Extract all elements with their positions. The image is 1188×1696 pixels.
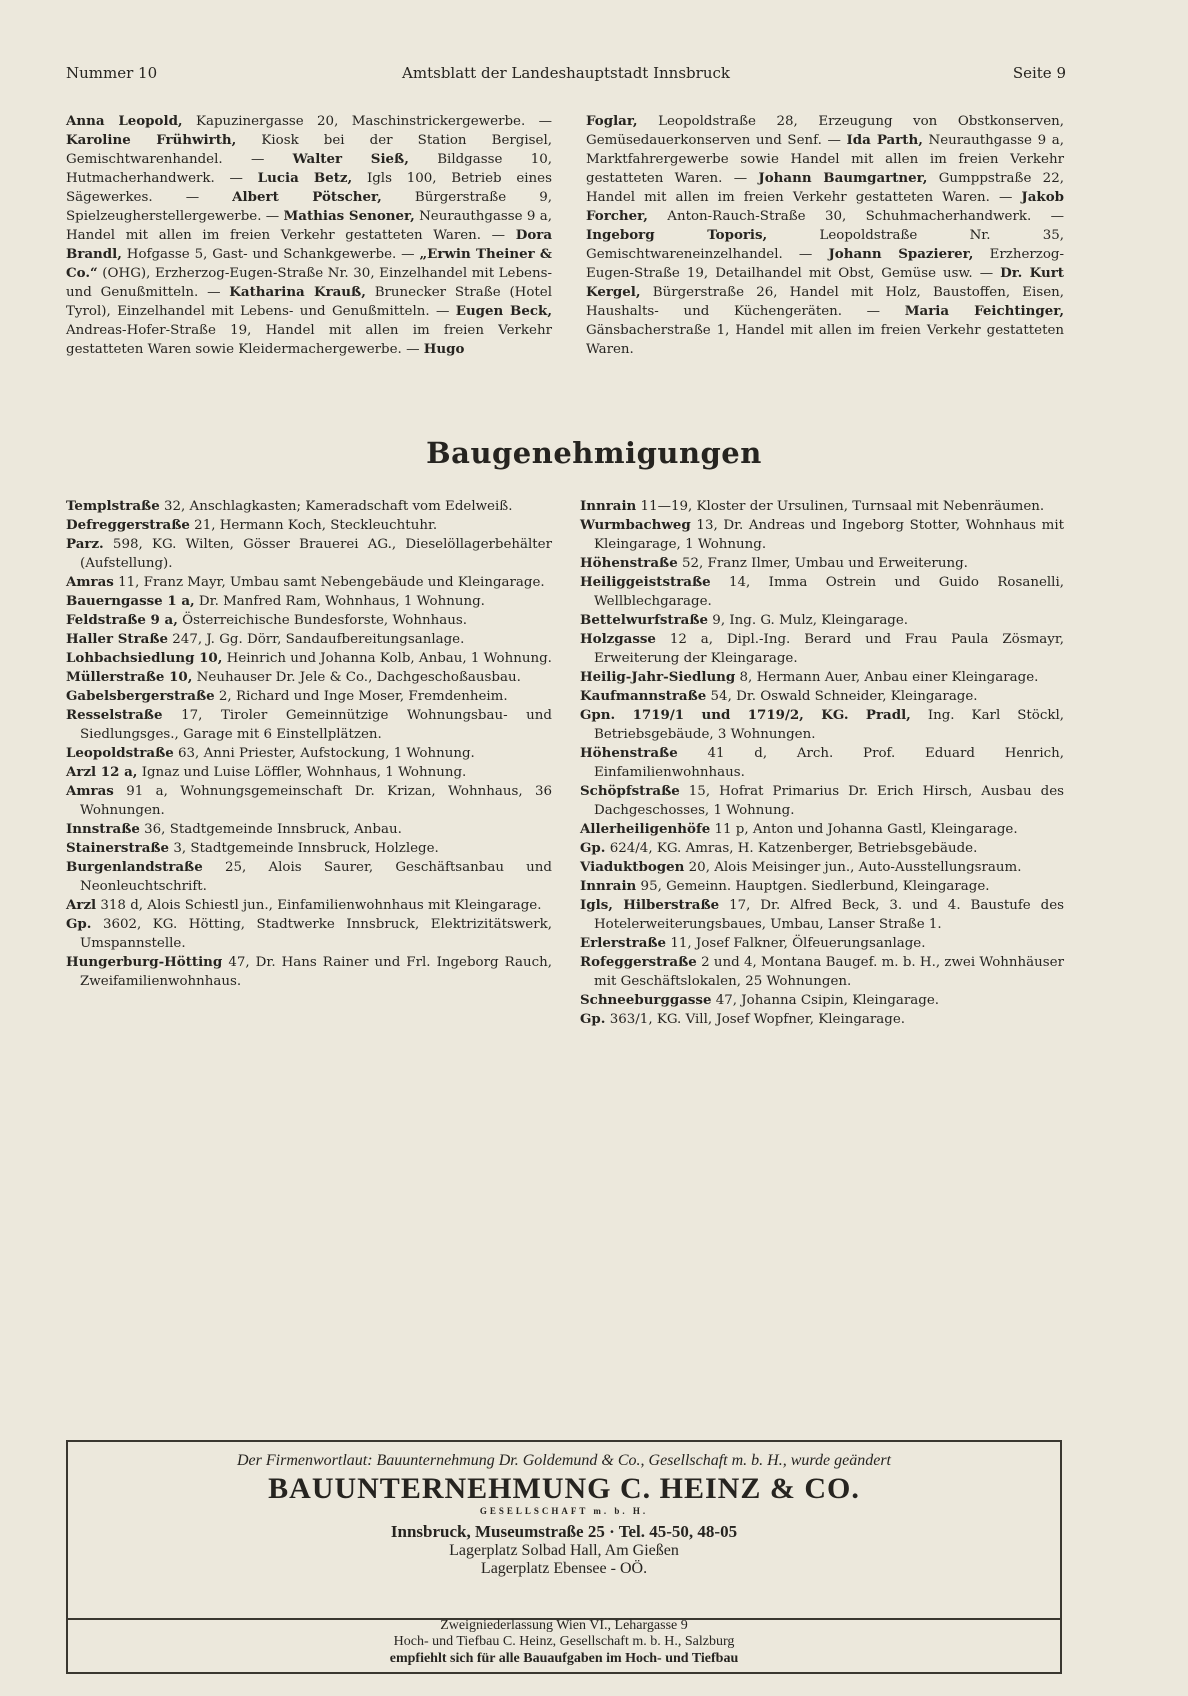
ad-line-3: Zweigniederlassung Wien VI., Lehargasse 9 bbox=[440, 1618, 688, 1633]
permit-location: Höhenstraße bbox=[580, 555, 678, 571]
permit-location: Feldstraße 9 a, bbox=[66, 612, 178, 628]
permit-location: Haller Straße bbox=[66, 631, 169, 647]
permit-location: Viaduktbogen bbox=[580, 859, 685, 875]
permit-location: Rofeggerstraße bbox=[580, 954, 697, 970]
permit-entry bbox=[580, 877, 1064, 896]
permit-entry bbox=[580, 516, 1064, 554]
permit-entry bbox=[580, 497, 1064, 516]
entry-text: Gumppstraße 22, Handel mit allen im freien Verkehr gestatteten Waren. — bbox=[586, 171, 1064, 205]
permit-details: 47, Johanna Csipin, Kleingarage. bbox=[711, 993, 940, 1008]
permit-entry bbox=[580, 953, 1064, 991]
permit-location: Heiliggeiststraße bbox=[580, 574, 711, 590]
permit-details: 318 d, Alois Schiestl jun., Einfamilienwohnhaus mit Kleingarage. bbox=[96, 898, 542, 913]
permit-entry bbox=[66, 497, 552, 516]
permit-location: Innstraße bbox=[66, 821, 140, 837]
permit-entry bbox=[66, 668, 552, 687]
ad-line-1: Lagerplatz Solbad Hall, Am Gießen bbox=[449, 1542, 679, 1559]
ad-notice: Der Firmenwortlaut: Bauunternehmung Dr. Goldemund & Co., Gesellschaft m. b. H., wurde geändert bbox=[236, 1452, 891, 1469]
permit-location: Innrain bbox=[580, 498, 637, 514]
issue-number: Nummer 10 bbox=[66, 64, 158, 82]
permit-location: Höhenstraße bbox=[580, 745, 678, 761]
permit-entry bbox=[580, 839, 1064, 858]
permit-location: Leopoldstraße bbox=[66, 745, 174, 761]
entry-text: Bürgerstraße 9, Spielzeugherstellergewerbe. — bbox=[66, 190, 552, 224]
permit-entry bbox=[580, 668, 1064, 687]
permit-details: 363/1, KG. Vill, Josef Wopfner, Kleingarage. bbox=[605, 1012, 906, 1027]
permit-details: 21, Hermann Koch, Steckleuchtuhr. bbox=[189, 518, 438, 533]
page-header bbox=[66, 64, 1066, 88]
entry-name: Karoline Frühwirth, bbox=[66, 132, 237, 148]
entry-name: Katharina Krauß, bbox=[229, 284, 366, 300]
permit-details: Heinrich und Johanna Kolb, Anbau, 1 Wohnung. bbox=[222, 651, 552, 666]
entry-name: Dora Brandl, bbox=[66, 227, 552, 262]
permit-location: Heilig-Jahr-Siedlung bbox=[580, 669, 736, 685]
permit-location: Arzl bbox=[66, 897, 97, 913]
permit-location: Bettelwurfstraße bbox=[580, 612, 709, 628]
permit-entry bbox=[66, 630, 552, 649]
permit-entry bbox=[66, 953, 552, 991]
permit-entry bbox=[66, 820, 552, 839]
permit-details: 17, Tiroler Gemeinnützige Wohnungsbau- und Siedlungsges., Garage mit 6 Einstellplätzen. bbox=[80, 708, 552, 742]
permit-entry bbox=[66, 649, 552, 668]
entry-name: Johann Baumgartner, bbox=[758, 170, 928, 186]
permit-location: Arzl 12 a, bbox=[66, 764, 138, 780]
permit-location: Igls, Hilberstraße bbox=[580, 897, 720, 913]
entry-text: (OHG), Erzherzog-Eugen-Straße Nr. 30, Einzelhandel mit Lebens- und Genußmitteln. — bbox=[66, 266, 552, 300]
paragraph bbox=[66, 112, 552, 359]
entry-name: Foglar, bbox=[586, 113, 638, 129]
permit-details: 598, KG. Wilten, Gösser Brauerei AG., Dieselöllagerbehälter (Aufstellung). bbox=[80, 537, 552, 571]
entry-text: Neurauthgasse 9 a, Marktfahrergewerbe sowie Handel mit allen im freien Verkehr gestatteten Waren. — bbox=[586, 133, 1064, 186]
permit-entry bbox=[580, 611, 1064, 630]
permit-location: Gp. bbox=[66, 916, 92, 932]
permit-entry bbox=[580, 554, 1064, 573]
paragraph bbox=[586, 112, 1064, 359]
section-title: Baugenehmigungen bbox=[426, 436, 762, 470]
building-permits-right-column bbox=[580, 497, 1064, 1029]
permit-details: 17, Dr. Alfred Beck, 3. und 4. Baustufe des Hotelerweiterungsbaues, Umbau, Lanser Straße 1. bbox=[594, 898, 1064, 932]
entry-text: Leopoldstraße Nr. 35, Gemischtwareneinzelhandel. — bbox=[586, 228, 1064, 262]
ad-line-4: Hoch- und Tiefbau C. Heinz, Gesellschaft m. b. H., Salzburg bbox=[393, 1634, 735, 1649]
permit-details: 3, Stadtgemeinde Innsbruck, Holzlege. bbox=[169, 841, 439, 856]
entry-name: Ingeborg Toporis, bbox=[586, 227, 768, 243]
permit-entry bbox=[66, 782, 552, 820]
permit-entry bbox=[66, 516, 552, 535]
entry-name: Johann Spazierer, bbox=[828, 246, 974, 262]
entry-text: Leopoldstraße 28, Erzeugung von Obstkonserven, Gemüsedauerkonserven und Senf. — bbox=[586, 114, 1064, 148]
permit-location: Gp. bbox=[580, 840, 606, 856]
permit-entry bbox=[580, 782, 1064, 820]
entry-name: Maria Feichtinger, bbox=[904, 303, 1064, 319]
trade-licenses-left-column bbox=[66, 112, 552, 359]
permit-details: 3602, KG. Hötting, Stadtwerke Innsbruck, Elektrizitätswerk, Umspannstelle. bbox=[80, 917, 552, 951]
permit-entry bbox=[580, 706, 1064, 744]
entry-text: Kiosk bei der Station Bergisel, Gemischtwarenhandel. — bbox=[66, 133, 552, 167]
permit-details: 63, Anni Priester, Aufstockung, 1 Wohnung. bbox=[173, 746, 475, 761]
permit-entry bbox=[66, 611, 552, 630]
permit-details: 52, Franz Ilmer, Umbau und Erweiterung. bbox=[677, 556, 968, 571]
entry-text: Andreas-Hofer-Straße 19, Handel mit allen im freien Verkehr gestatteten Waren sowie Kleidermachergewerbe. — bbox=[66, 323, 552, 357]
permit-entry bbox=[580, 858, 1064, 877]
permit-details: 13, Dr. Andreas und Ingeborg Stotter, Wohnhaus mit Kleingarage, 1 Wohnung. bbox=[594, 518, 1064, 552]
permit-location: Holzgasse bbox=[580, 631, 656, 647]
permit-location: Schöpfstraße bbox=[580, 783, 680, 799]
permit-location: Kaufmannstraße bbox=[580, 688, 707, 704]
permit-details: 11—19, Kloster der Ursulinen, Turnsaal mit Nebenräumen. bbox=[636, 499, 1045, 514]
entry-name: Anna Leopold, bbox=[66, 113, 183, 129]
entry-name: Dr. Kurt Kergel, bbox=[586, 265, 1064, 300]
permit-entry bbox=[66, 744, 552, 763]
permit-location: Innrain bbox=[580, 878, 637, 894]
entry-text: Gänsbacherstraße 1, Handel mit allen im freien Verkehr gestatteten Waren. bbox=[586, 323, 1064, 357]
permit-entry bbox=[66, 915, 552, 953]
permit-details: 47, Dr. Hans Rainer und Frl. Ingeborg Rauch, Zweifamilienwohnhaus. bbox=[80, 955, 552, 989]
ad-legal-form: GESELLSCHAFT m. b. H. bbox=[479, 1506, 649, 1516]
permit-location: Defreggerstraße bbox=[66, 517, 190, 533]
permit-location: Schneeburggasse bbox=[580, 992, 712, 1008]
permit-location: Gpn. 1719/1 und 1719/2, KG. Pradl, bbox=[580, 707, 911, 723]
ad-line-2: Lagerplatz Ebensee - OÖ. bbox=[480, 1560, 648, 1577]
permit-details: Neuhauser Dr. Jele & Co., Dachgeschoßausbau. bbox=[192, 670, 521, 685]
permit-details: 36, Stadtgemeinde Innsbruck, Anbau. bbox=[139, 822, 402, 837]
entry-name: „Erwin Theiner & Co.“ bbox=[66, 246, 553, 281]
ad-continued bbox=[66, 1618, 1062, 1674]
publication-title: Amtsblatt der Landeshauptstadt Innsbruck bbox=[402, 64, 730, 82]
permit-location: Amras bbox=[66, 574, 114, 590]
permit-location: Wurmbachweg bbox=[580, 517, 691, 533]
permit-details: Dr. Manfred Ram, Wohnhaus, 1 Wohnung. bbox=[194, 594, 485, 609]
permit-details: 9, Ing. G. Mulz, Kleingarage. bbox=[708, 613, 909, 628]
permit-location: Bauerngasse 1 a, bbox=[66, 593, 195, 609]
permit-details: 8, Hermann Auer, Anbau einer Kleingarage. bbox=[735, 670, 1039, 685]
permit-entry bbox=[580, 744, 1064, 782]
permit-entry bbox=[580, 630, 1064, 668]
ad-tagline: empfiehlt sich für alle Bauaufgaben im Hoch- und Tiefbau bbox=[389, 1651, 739, 1666]
permit-details: Ignaz und Luise Löffler, Wohnhaus, 1 Wohnung. bbox=[137, 765, 467, 780]
entry-name: Hugo bbox=[423, 341, 465, 357]
permit-details: 54, Dr. Oswald Schneider, Kleingarage. bbox=[706, 689, 978, 704]
permit-details: Ing. Karl Stöckl, Betriebsgebäude, 3 Wohnungen. bbox=[594, 708, 1064, 742]
permit-entry bbox=[580, 1010, 1064, 1029]
permit-entry bbox=[580, 687, 1064, 706]
permit-location: Gp. bbox=[580, 1011, 606, 1027]
permit-details: 12 a, Dipl.-Ing. Berard und Frau Paula Zösmayr, Erweiterung der Kleingarage. bbox=[594, 632, 1064, 666]
permit-details: 11, Franz Mayr, Umbau samt Nebengebäude und Kleingarage. bbox=[113, 575, 545, 590]
permit-entry bbox=[66, 839, 552, 858]
permit-details: 11 p, Anton und Johanna Gastl, Kleingarage. bbox=[710, 822, 1018, 837]
permit-details: 32, Anschlagkasten; Kameradschaft vom Edelweiß. bbox=[159, 499, 513, 514]
permit-location: Amras bbox=[66, 783, 114, 799]
permit-location: Burgenlandstraße bbox=[66, 859, 203, 875]
permit-entry bbox=[580, 573, 1064, 611]
permit-details: 25, Alois Saurer, Geschäftsanbau und Neonleuchtschrift. bbox=[80, 860, 552, 894]
permit-entry bbox=[66, 573, 552, 592]
permit-details: Österreichische Bundesforste, Wohnhaus. bbox=[177, 613, 467, 628]
entry-text: Bildgasse 10, Hutmacherhandwerk. — bbox=[66, 152, 553, 186]
permit-location: Erlerstraße bbox=[580, 935, 667, 951]
permit-location: Parz. bbox=[66, 536, 104, 552]
permit-entry bbox=[66, 896, 552, 915]
permit-details: 95, Gemeinn. Hauptgen. Siedlerbund, Kleingarage. bbox=[636, 879, 990, 894]
permit-details: 20, Alois Meisinger jun., Auto-Ausstellungsraum. bbox=[684, 860, 1022, 875]
permit-details: 91 a, Wohnungsgemeinschaft Dr. Krizan, Wohnhaus, 36 Wohnungen. bbox=[80, 784, 552, 818]
ad-address: Innsbruck, Museumstraße 25 · Tel. 45-50, 48-05 bbox=[390, 1522, 738, 1541]
entry-text: Neurauthgasse 9 a, Handel mit allen im freien Verkehr gestatteten Waren. — bbox=[66, 209, 552, 243]
permit-location: Templstraße bbox=[66, 498, 160, 514]
ad-company-name: BAUUNTERNEHMUNG C. HEINZ & CO. bbox=[268, 1472, 860, 1505]
entry-text: Bürgerstraße 26, Handel mit Holz, Baustoffen, Eisen, Haushalts- und Küchengeräten. — bbox=[586, 285, 1064, 319]
permit-entry bbox=[66, 687, 552, 706]
permit-location: Stainerstraße bbox=[66, 840, 170, 856]
entry-name: Eugen Beck, bbox=[455, 303, 552, 319]
permit-location: Müllerstraße 10, bbox=[66, 669, 193, 685]
permit-details: 15, Hofrat Primarius Dr. Erich Hirsch, Ausbau des Dachgeschosses, 1 Wohnung. bbox=[594, 784, 1064, 818]
permit-location: Allerheiligenhöfe bbox=[580, 821, 711, 837]
permit-entry bbox=[66, 706, 552, 744]
permit-location: Resselstraße bbox=[66, 707, 163, 723]
entry-name: Albert Pötscher, bbox=[232, 189, 382, 205]
permit-details: 41 d, Arch. Prof. Eduard Henrich, Einfamilienwohnhaus. bbox=[594, 746, 1064, 780]
entry-text: Igls 100, Betrieb eines Sägewerkes. — bbox=[66, 171, 552, 205]
entry-name: Lucia Betz, bbox=[257, 170, 353, 186]
entry-text: Kapuzinergasse 20, Maschinstrickergewerbe. — bbox=[182, 114, 552, 129]
permit-details: 2, Richard und Inge Moser, Fremdenheim. bbox=[214, 689, 508, 704]
entry-text: Brunecker Straße (Hotel Tyrol), Einzelhandel mit Lebens- und Genußmitteln. — bbox=[66, 285, 553, 319]
company-advertisement bbox=[66, 1440, 1062, 1620]
entry-text: Anton-Rauch-Straße 30, Schuhmacherhandwerk. — bbox=[647, 209, 1064, 224]
building-permits-left-column bbox=[66, 497, 552, 991]
entry-name: Walter Sieß, bbox=[292, 151, 409, 167]
permit-entry bbox=[580, 896, 1064, 934]
permit-entry bbox=[66, 763, 552, 782]
permit-entry bbox=[580, 934, 1064, 953]
trade-licenses-right-column bbox=[586, 112, 1064, 359]
entry-text: Hofgasse 5, Gast- und Schankgewerbe. — bbox=[121, 247, 420, 262]
permit-entry bbox=[580, 991, 1064, 1010]
permit-details: 2 und 4, Montana Baugef. m. b. H., zwei Wohnhäuser mit Geschäftslokalen, 25 Wohnungen. bbox=[594, 955, 1064, 989]
entry-name: Mathias Senoner, bbox=[283, 208, 415, 224]
permit-details: 14, Imma Ostrein und Guido Rosanelli, Wellblechgarage. bbox=[594, 575, 1064, 609]
entry-name: Jakob Forcher, bbox=[586, 189, 1064, 224]
permit-location: Gabelsbergerstraße bbox=[66, 688, 215, 704]
permit-entry bbox=[66, 535, 552, 573]
permit-entry bbox=[580, 820, 1064, 839]
permit-entry bbox=[66, 858, 552, 896]
permit-details: 247, J. Gg. Dörr, Sandaufbereitungsanlage. bbox=[168, 632, 465, 647]
permit-entry bbox=[66, 592, 552, 611]
permit-location: Lohbachsiedlung 10, bbox=[66, 650, 223, 666]
page-number: Seite 9 bbox=[1012, 64, 1066, 82]
permit-details: 624/4, KG. Amras, H. Katzenberger, Betriebsgebäude. bbox=[605, 841, 978, 856]
entry-name: Ida Parth, bbox=[846, 132, 923, 148]
permit-details: 11, Josef Falkner, Ölfeuerungsanlage. bbox=[666, 936, 926, 951]
permit-location: Hungerburg-Hötting bbox=[66, 954, 223, 970]
entry-text: Erzherzog-Eugen-Straße 19, Detailhandel mit Obst, Gemüse usw. — bbox=[586, 247, 1064, 281]
